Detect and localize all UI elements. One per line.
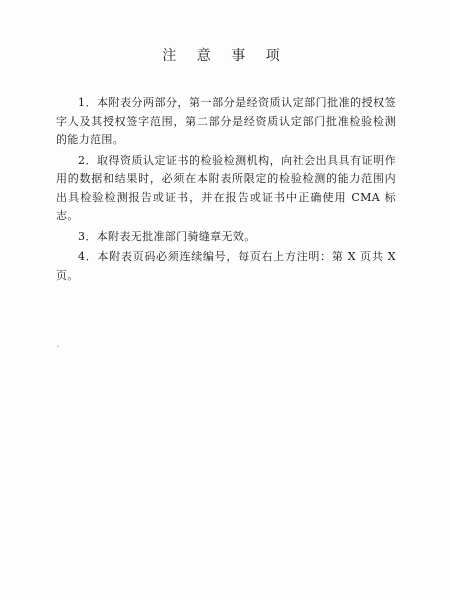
scan-speck	[57, 346, 59, 347]
notice-item-4: 4．本附表页码必须连续编号，每页右上方注明：第 X 页共 X 页。	[56, 250, 396, 282]
notice-item-1: 1．本附表分两部分，第一部分是经资质认定部门批准的授权签字人及其授权签字范围，第二部分是经资质认定部门批准检验检测的能力范围。	[56, 96, 396, 146]
notice-item-3: 3．本附表无批准部门骑缝章无效。	[78, 229, 256, 243]
notice-item-2: 2．取得资质认定证书的检验检测机构，向社会出具具有证明作用的数据和结果时，必须在本附表所限定的检验检测的能力范围内出具检验检测报告或证书，并在报告或证书中正确使用 CMA 标志。	[56, 153, 396, 222]
notice-list	[56, 94, 396, 285]
page-title: 注 意 事 项	[162, 48, 288, 64]
